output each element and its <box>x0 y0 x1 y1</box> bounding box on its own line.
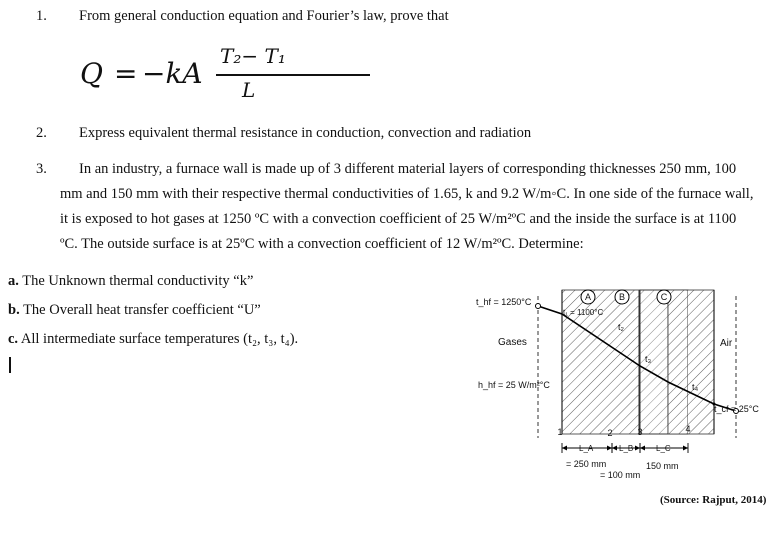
part-b <box>8 302 261 319</box>
dim-b-value: = 100 mm <box>600 470 641 480</box>
dim-a-value: = 250 mm <box>566 459 607 469</box>
hhf-label: h_hf = 25 W/m²°C <box>478 380 550 390</box>
eq-lhs: Q <box>80 57 103 90</box>
air-label: Air <box>720 338 733 349</box>
text-cursor <box>9 357 11 373</box>
surface-3-label: 3 <box>637 427 643 437</box>
q3-line-4: ºC. The outside surface is at 25ºC with a convection coefficient of 12 W/m²ºC. Determine: <box>60 236 584 252</box>
part-c-text: All intermediate surface temperatures (t₂, t₃, t₄). <box>20 331 299 347</box>
eq-equals: = <box>114 57 138 90</box>
tcf-label: t_cf = 25°C <box>714 404 759 414</box>
layer-b-label: B <box>618 292 626 302</box>
dim-c-arrow-arrow-start <box>640 446 645 451</box>
q1-text: From general conduction equation and Fourier’s law, prove that <box>79 8 449 24</box>
layer-c <box>668 290 714 434</box>
q3-number: 3. <box>36 161 47 177</box>
t2-label: t₂ <box>618 322 624 332</box>
dim-c-value: 150 mm <box>646 461 679 471</box>
t4-label: t₄ <box>692 382 699 392</box>
dim-b-arrow-arrow-end <box>635 446 640 451</box>
eq-rhs: −kA <box>142 57 203 90</box>
eq-fraction-bar <box>216 74 370 76</box>
fourier-equation <box>80 40 320 110</box>
eq-denominator: L <box>242 78 256 102</box>
t3-label: t₃ <box>645 354 652 364</box>
source-citation: (Source: Rajput, 2014) <box>660 494 767 506</box>
part-c <box>8 331 298 348</box>
part-a-text: The Unknown thermal conductivity “k” <box>22 273 254 289</box>
part-c-label: c. <box>8 331 19 347</box>
surface-2-label: 2 <box>607 428 613 438</box>
q2-number: 2. <box>36 125 47 141</box>
dim-b-sym: L_B <box>619 444 634 453</box>
q1-number: 1. <box>36 8 47 24</box>
q3-line-3: it is exposed to hot gases at 1250 ºC with a convection coefficient of 25 W/m²ºC and the inside the surface is at 1100 <box>60 211 737 227</box>
part-a <box>8 273 253 290</box>
dim-a-sym: L_A <box>579 444 594 453</box>
part-a-label: a. <box>8 273 19 289</box>
q3-line-2: mm and 150 mm with their respective thermal conductivities of 1.65, k and 9.2 W/m◦C. In one side of the furnace wall, <box>60 186 754 202</box>
q2-text: Express equivalent thermal resistance in conduction, convection and radiation <box>79 125 532 141</box>
part-b-label: b. <box>8 302 20 318</box>
layer-a-label: A <box>584 292 592 302</box>
surface-4-label: 4 <box>685 424 691 434</box>
dim-c-sym: L_C <box>656 444 671 453</box>
dim-c-arrow-arrow-end <box>683 446 688 451</box>
furnace-wall-diagram <box>468 278 768 486</box>
layer-c-label: C <box>660 292 668 302</box>
q3-line-1: In an industry, a furnace wall is made up of 3 different material layers of corresponding thicknesses 250 mm, 100 <box>79 161 737 177</box>
thf-point <box>536 304 541 309</box>
thf-label: t_hf = 1250°C <box>476 297 532 307</box>
surface-1-label: 1 <box>557 427 563 437</box>
eq-numerator: T₂− T₁ <box>220 44 286 68</box>
part-b-text: The Overall heat transfer coefficient “U” <box>23 302 261 318</box>
dim-b-arrow-arrow-start <box>612 446 617 451</box>
dim-a-arrow-arrow-start <box>562 446 567 451</box>
gases-label: Gases <box>498 337 527 348</box>
t1-label: t₁ = 1100°C <box>563 308 604 317</box>
dim-a-arrow-arrow-end <box>607 446 612 451</box>
